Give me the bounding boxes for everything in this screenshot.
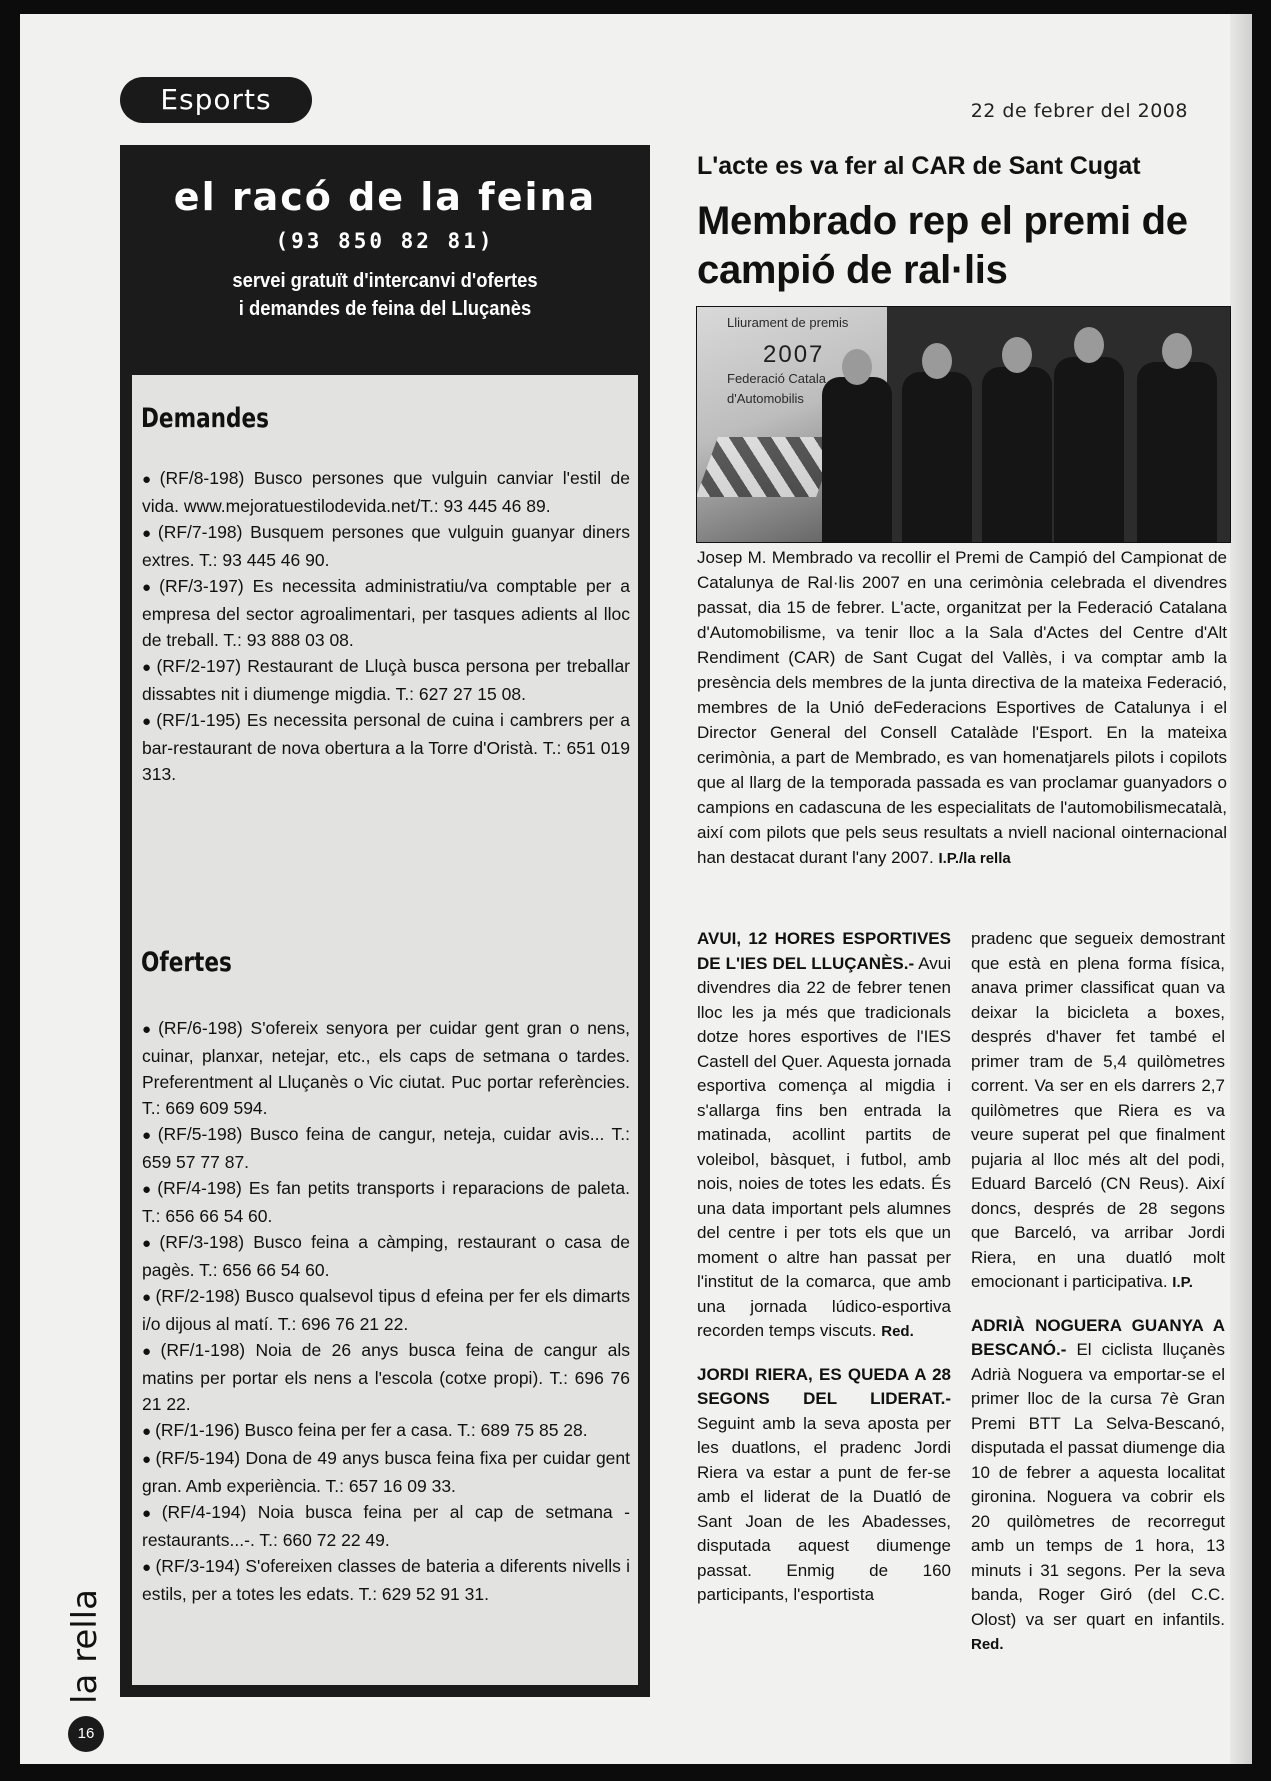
list-item: ● (RF/3-194) S'ofereixen classes de bateria a diferents nivells i estils, per a totes les edats. T.: 629 52 91 31. — [142, 1556, 631, 1604]
article-signature: I.P./la rella — [938, 850, 1011, 867]
list-item: ● (RF/3-197) Es necessita administratiu/va comptable per a empresa del sector agroalimentari, per tasques adients al lloc de treball. T.: 93 888 03 08. — [142, 576, 631, 650]
job-board-phone: (93 850 82 81) — [275, 229, 495, 253]
brief-jordi-riera: JORDI RIERA, ES QUEDA A 28 SEGONS DEL LIDERAT.- Seguint amb la seva aposta per les duatlons, el pradenc Jordi Riera va estar a punt de fer-se amb el liderat de la Duatló de Sant Joan de les Abadesses, disputada aquest diumenge passat. Enmig de 160 participants, l'esportista — [697, 1364, 951, 1604]
list-item: ● (RF/1-196) Busco feina per fer a casa. T.: 689 75 85 28. — [142, 1420, 588, 1440]
section-label: Esports — [120, 77, 312, 123]
brief-headline: JORDI RIERA, ES QUEDA A 28 SEGONS DEL LIDERAT.- — [697, 1364, 951, 1408]
person-figure — [822, 377, 892, 542]
photo-banner-line-1: Lliurament de premis — [727, 315, 849, 330]
article-headline: Membrado rep el premi de campió de ral·lis — [697, 199, 1188, 292]
page-number: 16 — [68, 1716, 104, 1752]
person-head — [1002, 337, 1032, 373]
brief-signature: Red. — [881, 1323, 914, 1340]
page-date: 22 de febrer del 2008 — [970, 100, 1188, 122]
photo-banner-line-2: Federació Catala — [727, 371, 826, 386]
list-item: ● (RF/3-198) Busco feina a càmping, restaurant o casa de pagès. T.: 656 66 54 60. — [142, 1232, 630, 1280]
brief-headline: AVUI, 12 HORES ESPORTIVES DE L'IES DEL LLUÇANÈS.- — [697, 929, 951, 973]
list-item: ● (RF/8-198) Busco persones que vulguin canviar l'estil de vida. www.mejoratuestilodevida.net/T.: 93 445 46 89. — [142, 468, 631, 516]
list-item: ● (RF/2-198) Busco qualsevol tipus d efeina per fer els dimarts i/o dijous al matí. T.: 696 76 21 22. — [142, 1286, 630, 1334]
brief-hores-esportives: AVUI, 12 HORES ESPORTIVES DE L'IES DEL LLUÇANÈS.- Avui divendres dia 22 de febrer tenen lloc les ja més que tradicionals dotze hores esportives de l'IES Castell del Quer. Aquesta jornada esportiva comença al migdia i s'allarga fins ben entrada la matinada, acollint partits de voleibol, bàsquet, i futbol, amb nois, noies de totes les edats. És una data important pels alumnes del centre i per tots els que un moment o altre han passat per l'institut de la comarca, que amb una jornada lúdico-esportiva recorden temps viscuts. Red. — [697, 929, 951, 1340]
person-head — [1074, 327, 1104, 363]
list-item: ● (RF/4-198) Es fan petits transports i reparacions de paleta. T.: 656 66 54 60. — [142, 1178, 630, 1226]
article-photo — [696, 306, 1231, 543]
ofertes-heading: Ofertes — [141, 947, 232, 978]
person-figure — [1054, 357, 1124, 542]
job-board-title: el racó de la feina — [173, 175, 597, 219]
list-item: ● (RF/2-197) Restaurant de Lluçà busca persona per treballar dissabtes nit i diumenge migdia. T.: 627 27 15 08. — [142, 656, 631, 704]
list-item: ● (RF/1-195) Es necessita personal de cuina i cambrers per a bar-restaurant de nova obertura a la Torre d'Oristà. T.: 651 019 313. — [142, 710, 630, 784]
briefs-column-right — [971, 927, 1225, 1676]
brief-signature: I.P. — [1172, 1274, 1193, 1291]
person-figure — [902, 372, 972, 542]
demandes-list — [142, 465, 630, 787]
job-board-subtitle-line-1: servei gratuït d'intercanvi d'ofertes — [232, 270, 538, 292]
person-figure — [982, 367, 1052, 542]
ofertes-list — [142, 1015, 630, 1607]
list-item: ● (RF/4-194) Noia busca feina per al cap de setmana -restaurants...-. T.: 660 72 22 49. — [142, 1502, 630, 1550]
brief-jordi-riera-continued: pradenc que segueix demostrant que està en plena forma física, anava primer classificat quan va deixar la bicicleta a boxes, després d'haver fet també el primer tram de 5,4 quilòmetres corrent. Va ser en els darrers 2,7 quilòmetres que Riera es va veure superat pel que finalment pujaria al lloc més alt del podi, Eduard Barceló (CN Reus). Així doncs, després de 28 segons que Barceló, va arribar Jordi Riera, en una duatló molt emocionant i participativa. I.P. — [971, 929, 1225, 1291]
person-head — [1162, 333, 1192, 369]
person-figure — [1137, 362, 1217, 542]
brief-adria-noguera: ADRIÀ NOGUERA GUANYA A BESCANÓ.- El ciclista lluçanès Adrià Noguera va emportar-se el primer lloc de la cursa 7è Gran Premi BTT La Selva-Bescanó, disputada el passat diumenge dia 10 de febrer a aquesta localitat gironina. Noguera va cobrir els 20 quilòmetres de recorregut amb un temps de 1 hora, 13 minuts i 31 segons. Per la seva banda, Roger Giró (del C.C. Olost) va ser quart en infantils. Red. — [971, 1315, 1225, 1653]
job-board-content — [132, 375, 638, 1685]
brief-signature: Red. — [971, 1636, 1004, 1653]
briefs-column-left — [697, 927, 951, 1626]
demandes-heading: Demandes — [141, 403, 270, 434]
brief-headline: ADRIÀ NOGUERA GUANYA A BESCANÓ.- — [971, 1315, 1225, 1359]
job-board-subtitle — [160, 267, 611, 323]
checkered-flag-graphic — [696, 437, 838, 497]
list-item: ● (RF/1-198) Noia de 26 anys busca feina de cangur als matins per portar els nens a l'escola (cotxe propi). T.: 696 76 21 22. — [142, 1340, 630, 1414]
job-board-subtitle-line-2: i demandes de feina del Lluçanès — [238, 298, 532, 320]
list-item: ● (RF/7-198) Busquem persones que vulguin guanyar diners extres. T.: 93 445 46 90. — [142, 522, 630, 570]
photo-banner-year: 2007 — [763, 341, 825, 368]
person-head — [842, 349, 872, 385]
person-head — [922, 343, 952, 379]
publication-name: la rella — [65, 1589, 105, 1704]
list-item: ● (RF/5-198) Busco feina de cangur, neteja, cuidar avis... T.: 659 57 77 87. — [142, 1124, 630, 1172]
magazine-page — [20, 14, 1252, 1764]
article-kicker: L'acte es va fer al CAR de Sant Cugat — [697, 152, 1141, 180]
photo-banner-line-3: d'Automobilis — [727, 391, 804, 406]
job-board-box — [120, 145, 650, 1697]
article-body: Josep M. Membrado va recollir el Premi de Campió del Campionat de Catalunya de Ral·lis 2007 en una cerimònia celebrada el divendres passat, dia 15 de febrer. L'acte, organitzat per la Federació Catalana d'Automobilisme, va tenir lloc a la Sala d'Actes del Centre d'Alt Rendiment (CAR) de Sant Cugat del Vallès, i va comptar amb la presència dels membres de la junta directiva de la mateixa Federació, membres de la Unió deFederacions Esportives de Catalunya i el Director General del Consell Catalàde l'Esport. En la mateixa cerimònia, a part de Membrado, es van homenatjarels pilots i copilots que al llarg de la temporada passada es van proclamar guanyadors o campions en cadascuna de les especialitats de l'automobilismecatalà, així com pilots que pels seus resultats a nviell nacional ointernacional han destacat durant l'any 2007. I.P./la rella — [697, 548, 1227, 867]
list-item: ● (RF/5-194) Dona de 49 anys busca feina fixa per cuidar gent gran. Amb experiència. T.: 657 16 09 33. — [142, 1448, 630, 1496]
list-item: ● (RF/6-198) S'ofereix senyora per cuidar gent gran o nens, cuinar, planxar, netejar, etc., els caps de setmana o tardes. Preferentment al Lluçanès o Vic ciutat. Puc portar referències. T.: 669 609 594. — [142, 1018, 631, 1118]
